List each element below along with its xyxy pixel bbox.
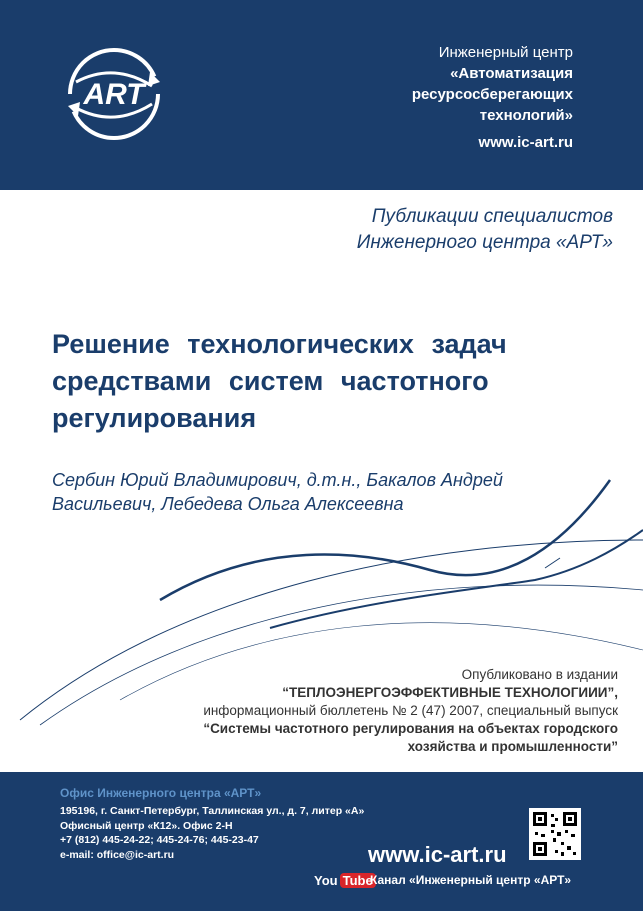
header-band: [0, 0, 643, 190]
footer-website-link[interactable]: www.ic-art.ru: [368, 842, 507, 867]
published-line: Опубликовано в издании: [461, 667, 618, 682]
special-issue-title: “Системы частотного регулирования на объектах городского: [203, 721, 618, 736]
youtube-tube-text: Tube: [340, 873, 376, 888]
footer-band: [0, 772, 643, 911]
title-line: Решение технологических задач: [52, 329, 507, 359]
header-website-link[interactable]: www.ic-art.ru: [478, 134, 573, 151]
qr-code-icon[interactable]: [529, 808, 581, 860]
special-issue-title: хозяйства и промышленности”: [407, 739, 618, 754]
office-address: 195196, г. Санкт-Петербург, Таллинская ул., д. 7, литер «А»: [60, 805, 365, 817]
title-line: регулирования: [52, 403, 257, 433]
publications-heading: [357, 204, 613, 256]
authors-line: Васильевич, Лебедева Ольга Алексеевна: [52, 494, 404, 514]
office-contacts: [60, 804, 364, 862]
youtube-channel-link[interactable]: Канал «Инженерный центр «АРТ»: [370, 873, 572, 887]
org-name-line: «Автоматизация: [450, 65, 573, 82]
publications-line: Публикации специалистов: [371, 206, 613, 227]
org-name-line: технологий»: [479, 107, 573, 124]
art-logo-icon: [62, 42, 166, 146]
journal-name: “ТЕПЛОЭНЕРГОЭФФЕКТИВНЫЕ ТЕХНОЛОГИИИ”,: [282, 685, 618, 700]
document-title: [52, 326, 572, 437]
office-title: Офис Инженерного центра «АРТ»: [60, 786, 262, 800]
office-center: Офисный центр «К12». Офис 2-Н: [60, 819, 233, 832]
authors-line: Сербин Юрий Владимирович, д.т.н., Бакалов Андрей: [52, 470, 503, 490]
org-block: [412, 42, 573, 153]
org-name-line: ресурсосберегающих: [411, 86, 573, 103]
org-line: Инженерный центр: [438, 44, 573, 61]
publication-info: [98, 666, 618, 756]
office-email-link[interactable]: e-mail: office@ic-art.ru: [60, 848, 175, 861]
youtube-you-text: You: [314, 872, 338, 888]
publications-line: Инженерного центра «АРТ»: [356, 232, 613, 253]
youtube-logo-icon[interactable]: [314, 871, 376, 889]
title-line: средствами систем частотного: [52, 366, 489, 396]
logo-text: ART: [83, 78, 145, 111]
office-phones: +7 (812) 445-24-22; 445-24-76; 445-23-47: [60, 834, 259, 846]
issue-info: информационный бюллетень № 2 (47) 2007, специальный выпуск: [203, 703, 618, 718]
